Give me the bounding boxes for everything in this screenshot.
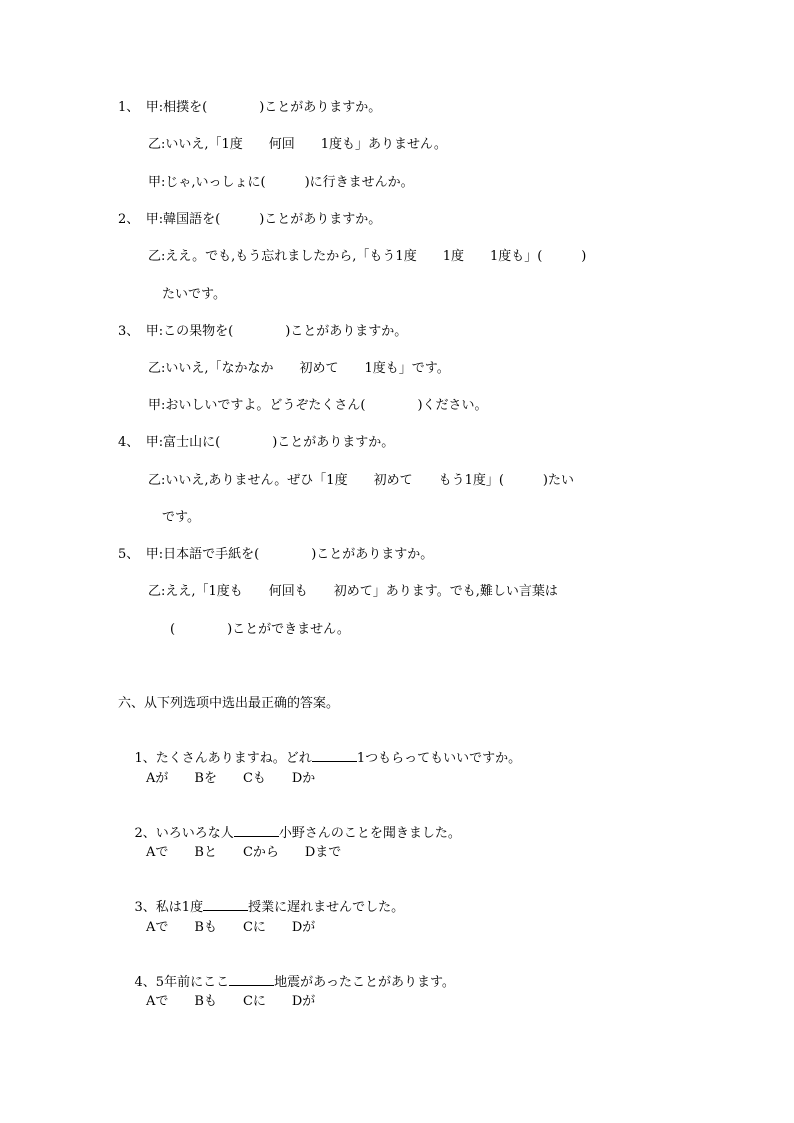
exercise-1-line-2: 乙:いいえ,「1度 何回 1度も」ありません。: [148, 137, 447, 152]
exercise-4-line-3: です。: [162, 510, 200, 525]
question-2-stem: 2、いろいろな人: [134, 826, 234, 841]
question-1-blank: [312, 749, 357, 762]
exercise-2-line-2: 乙:ええ。でも,もう忘れましたから,「もう1度 1度 1度も」( ): [148, 249, 587, 264]
exercise-4-line-2: 乙:いいえ,ありません。ぜひ「1度 初めて もう1度」( )たい: [148, 473, 574, 488]
question-1-options: Aが Bを Cも Dか: [146, 771, 316, 786]
question-3-blank: [203, 898, 248, 911]
question-1-rest: 1つもらってもいいですか。: [356, 751, 522, 766]
question-4-stem: 4、5年前にここ: [134, 975, 230, 990]
exercise-3-line-1: 3、 甲:この果物を( )ことがありますか。: [118, 324, 408, 339]
exercise-3-line-2: 乙:いいえ,「なかなか 初めて 1度も」です。: [148, 361, 450, 376]
question-2-blank: [234, 824, 279, 837]
exercise-1-line-3: 甲:じゃ,いっしょに( )に行きませんか。: [148, 175, 414, 190]
question-3-rest: 授業に遅れませんでした。: [248, 900, 405, 915]
exercise-5-line-2: 乙:ええ,「1度も 何回も 初めて」あります。でも,難しい言葉は: [148, 584, 558, 599]
exercise-4-line-1: 4、 甲:富士山に( )ことがありますか。: [118, 435, 395, 450]
exercise-5-line-3: ( )ことができません。: [170, 622, 350, 637]
question-3-stem: 3、私は1度: [134, 900, 204, 915]
question-2-rest: 小野さんのことを聞きました。: [278, 826, 461, 841]
section-6-title: 六、从下列选项中选出最正确的答案。: [118, 696, 340, 711]
exercise-3-line-3: 甲:おいしいですよ。どうぞたくさん( )ください。: [148, 398, 488, 413]
exercise-2-line-1: 2、 甲:韓国語を( )ことがありますか。: [118, 212, 382, 227]
question-4-rest: 地震があったことがあります。: [274, 975, 455, 990]
exercise-5-line-1: 5、 甲:日本語で手紙を( )ことがありますか。: [118, 547, 434, 562]
exercise-1-line-1: 1、 甲:相撲を( )ことがありますか。: [118, 100, 382, 115]
question-1-stem: 1、たくさんありますね。どれ: [134, 751, 312, 766]
question-3-options: Aで Bも Cに Dが: [146, 920, 316, 935]
question-2-options: Aで Bと Cから Dまで: [146, 845, 342, 860]
question-4-blank: [229, 973, 274, 986]
exercise-2-line-3: たいです。: [162, 287, 226, 302]
question-4-options: Aで Bも Cに Dが: [146, 994, 316, 1009]
